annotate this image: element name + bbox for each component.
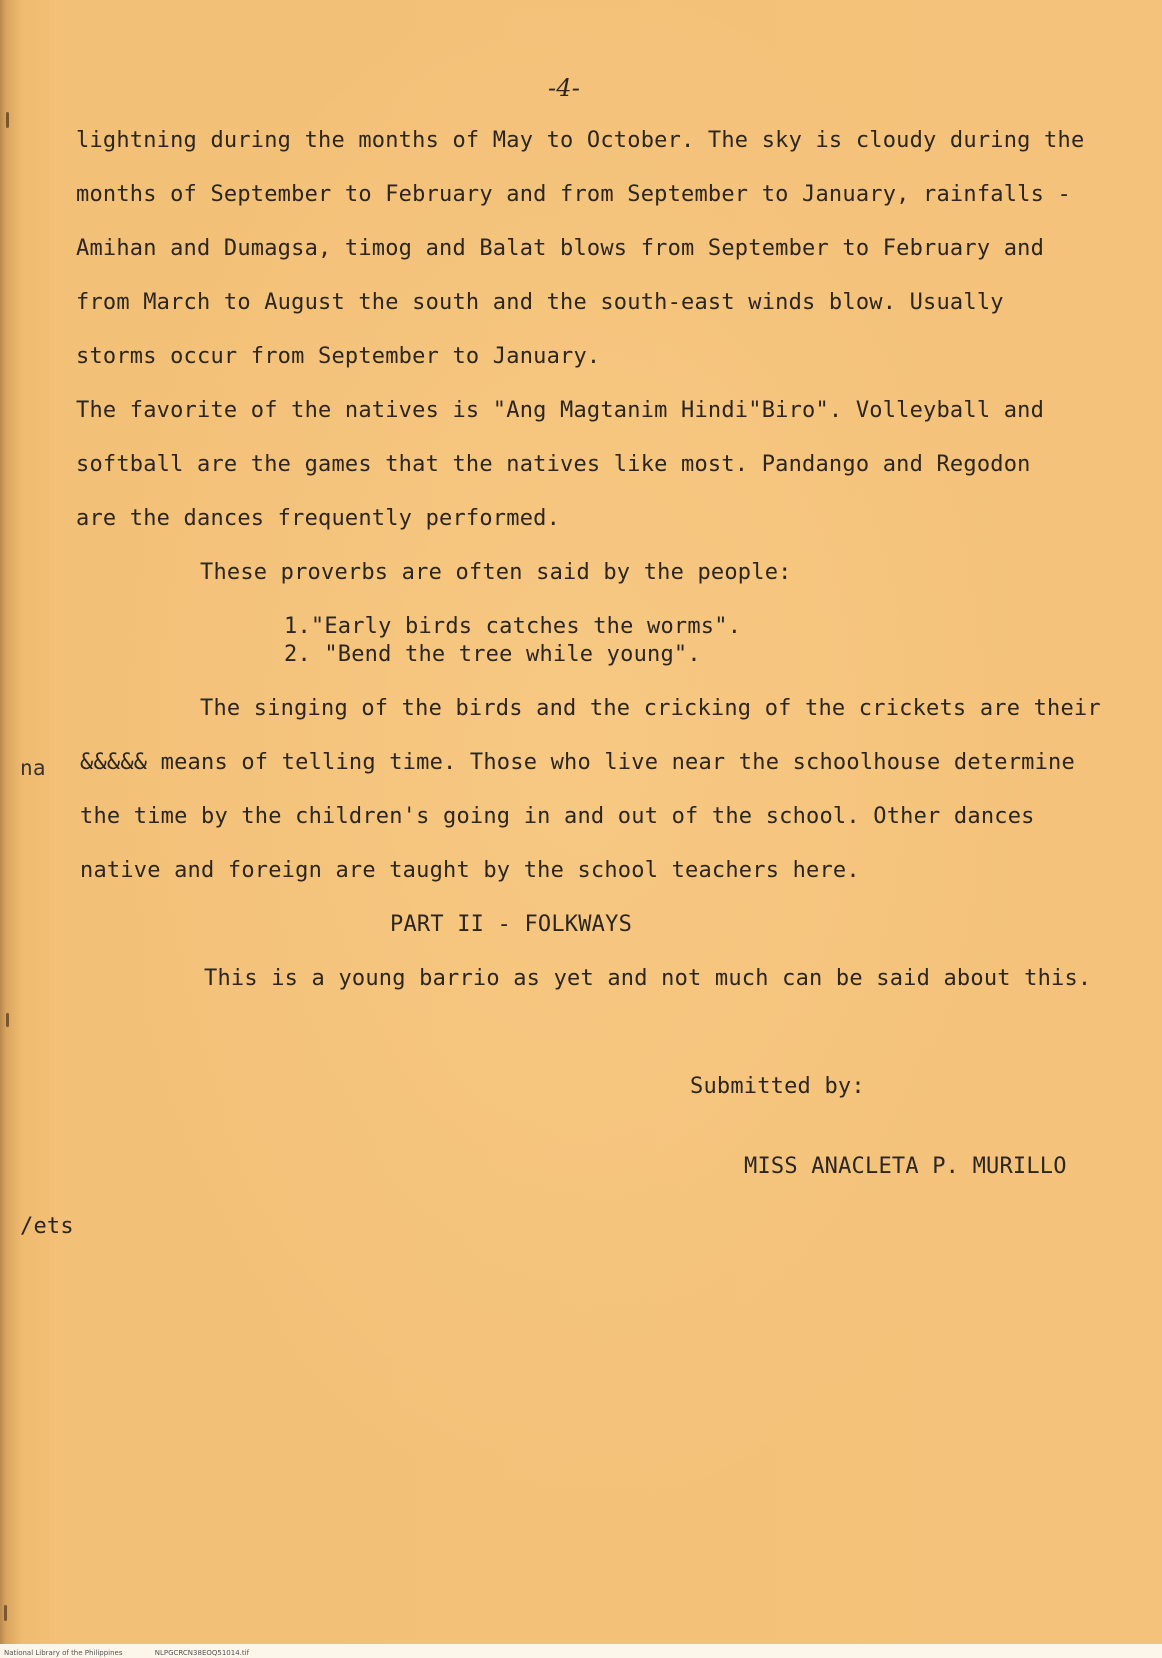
body-line: storms occur from September to January. (76, 344, 601, 369)
proverb-item: 1."Early birds catches the worms". (284, 614, 742, 639)
body-line: months of September to February and from September to January, rainfalls - (76, 182, 1071, 207)
footer-file-id: NLPGCRCN38EOQ51014.tif (154, 1649, 250, 1657)
page-edge-mark (6, 1013, 9, 1027)
paragraph-line: native and foreign are taught by the school teachers here. (80, 858, 860, 883)
page-edge-mark (6, 112, 9, 128)
page-number: -4- (548, 74, 581, 102)
paragraph-line: the time by the children's going in and out of the school. Other dances (80, 804, 1035, 829)
body-line: lightning during the months of May to October. The sky is cloudy during the (76, 128, 1085, 153)
body-line: from March to August the south and the south-east winds blow. Usually (76, 290, 1004, 315)
body-line: Amihan and Dumagsa, timog and Balat blows from September to February and (76, 236, 1045, 261)
proverb-item: 2. "Bend the tree while young". (284, 642, 701, 667)
body-line: softball are the games that the natives like most. Pandango and Regodon (76, 452, 1031, 477)
body-line: The favorite of the natives is "Ang Magtanim Hindi"Biro". Volleyball and (76, 398, 1045, 423)
paragraph-line: &&&&& means of telling time. Those who live near the schoolhouse determine (80, 750, 1075, 775)
page-edge-mark (4, 1605, 7, 1621)
paragraph-line: The singing of the birds and the cricking of the crickets are their (200, 696, 1101, 721)
body-line: are the dances frequently performed. (76, 506, 561, 531)
margin-note: na (20, 756, 46, 780)
submitter-name: MISS ANACLETA P. MURILLO (744, 1154, 1067, 1179)
section-heading: PART II - FOLKWAYS (390, 912, 633, 937)
proverbs-intro: These proverbs are often said by the people: (200, 560, 792, 585)
footer-library: National Library of the Philippines (4, 1649, 123, 1657)
scan-footer (4, 1649, 279, 1657)
submitted-label: Submitted by: (690, 1074, 865, 1099)
folkways-text: This is a young barrio as yet and not much can be said about this. (204, 966, 1092, 991)
typist-initials: /ets (20, 1214, 74, 1239)
